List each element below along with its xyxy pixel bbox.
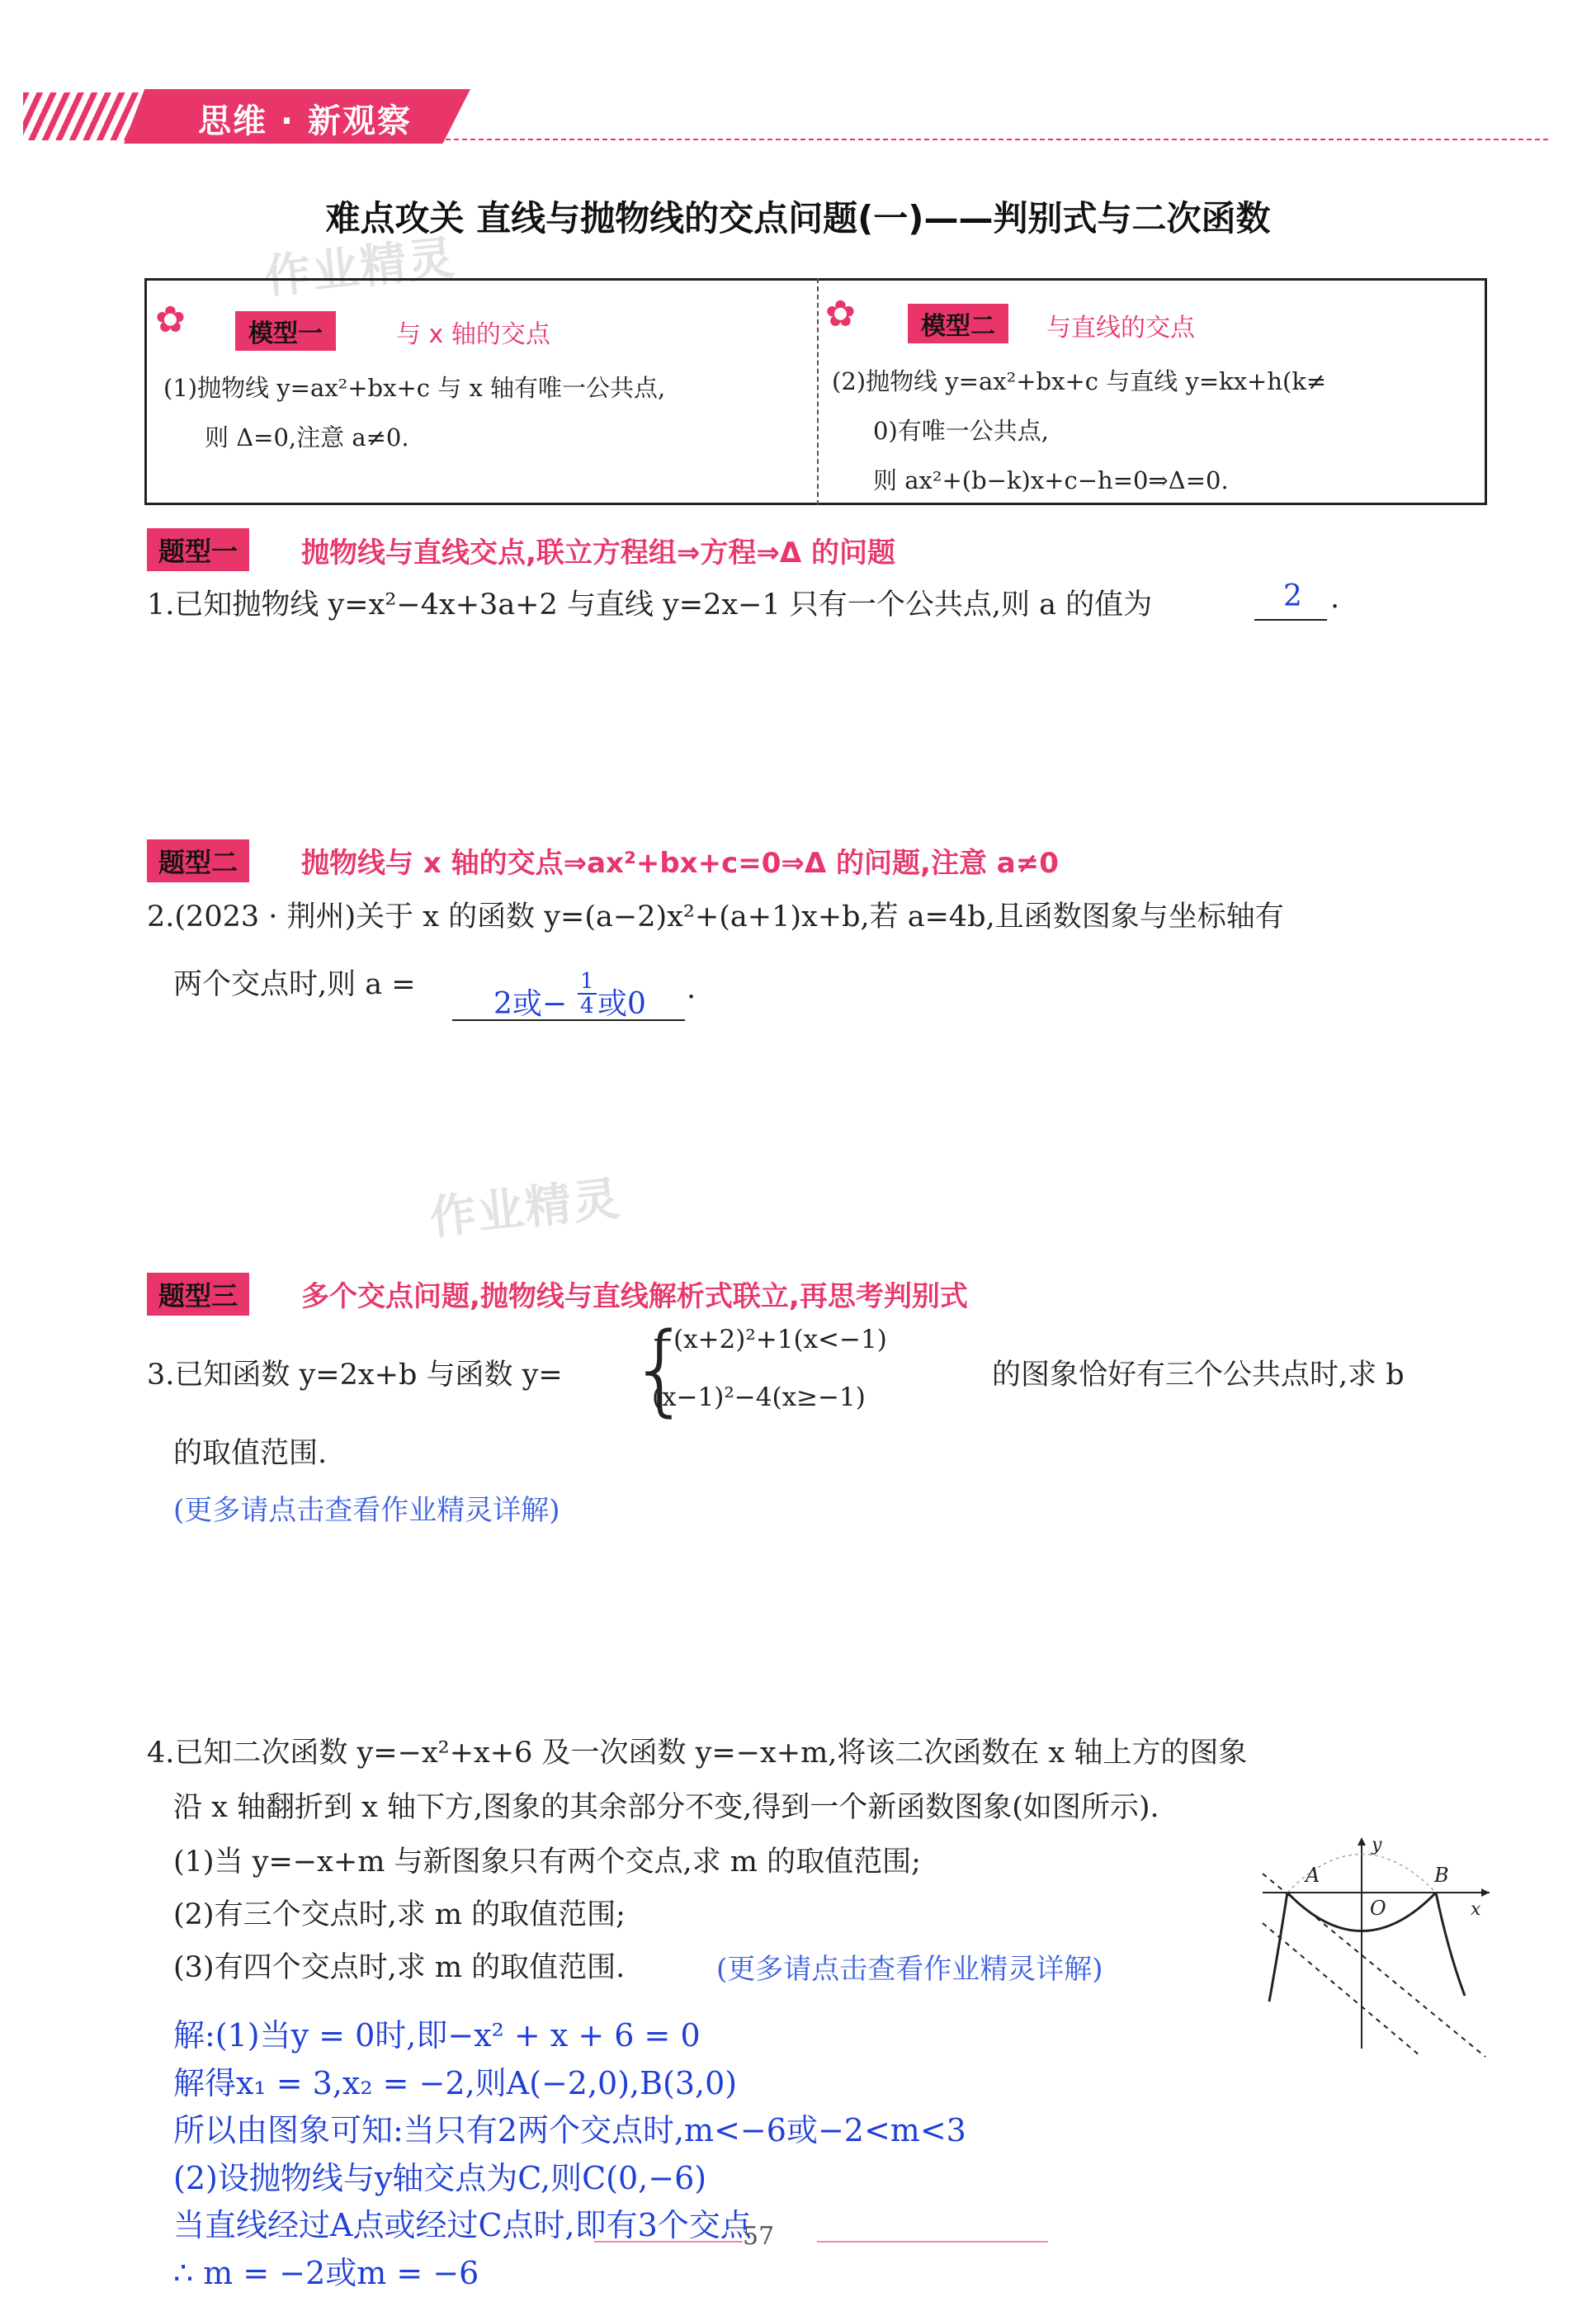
label-O: O — [1370, 1897, 1386, 1920]
dashed-line-2 — [1263, 1923, 1419, 2055]
fraction-numerator: 1 — [578, 970, 597, 995]
flower-icon: ✿ — [155, 299, 186, 341]
answer-1: 2 — [1283, 579, 1302, 613]
section-title: 抛物线与 x 轴的交点⇒ax²+bx+c=0⇒Δ 的问题,注意 a≠0 — [301, 847, 1059, 880]
question-4-part2: (2)有三个交点时,求 m 的取值范围; — [173, 1898, 626, 1931]
solution-line: ∴ m = −2或m = −6 — [173, 2255, 479, 2291]
question-2-line2: 两个交点时,则 a = — [173, 968, 416, 1001]
page-number: 57 — [743, 2222, 775, 2251]
question-2-line1: 2.(2023 · 荆州)关于 x 的函数 y=(a−2)x²+(a+1)x+b,若 a=4b,且函数图象与坐标轴有 — [147, 900, 1284, 933]
solution-line: (2)设抛物线与y轴交点为C,则C(0,−6) — [173, 2160, 707, 2196]
solution-line: 当直线经过A点或经过C点时,即有3个交点 — [173, 2207, 752, 2243]
header-banner-text: 思维 · 新观察 — [198, 102, 413, 140]
section-title: 多个交点问题,抛物线与直线解析式联立,再思考判别式 — [301, 1280, 968, 1313]
question-3-line2: 的取值范围. — [173, 1437, 328, 1470]
x-axis-arrow — [1481, 1888, 1490, 1897]
question-4-part1: (1)当 y=−x+m 与新图象只有两个交点,求 m 的取值范围; — [173, 1846, 921, 1879]
model-divider — [817, 278, 819, 505]
model-text: 则 ax²+(b−k)x+c−h=0⇒Δ=0. — [873, 466, 1229, 494]
model-text: (1)抛物线 y=ax²+bx+c 与 x 轴有唯一公共点, — [163, 374, 666, 402]
question-3-prefix: 3.已知函数 y=2x+b 与函数 y= — [147, 1359, 563, 1392]
solution-line: 解:(1)当y = 0时,即−x² + x + 6 = 0 — [173, 2017, 701, 2054]
detail-link[interactable]: (更多请点击查看作业精灵详解) — [716, 1953, 1103, 1986]
watermark: 作业精灵 — [262, 231, 459, 305]
section-tag: 题型二 — [147, 839, 249, 882]
question-2-end: . — [687, 972, 696, 1005]
flower-icon: ✿ — [825, 293, 856, 335]
function-graph — [1254, 1832, 1502, 2059]
model-title: 与 x 轴的交点 — [396, 320, 550, 349]
answer-2-fraction — [578, 970, 597, 1018]
question-1-end: . — [1330, 582, 1340, 615]
model-text: (2)抛物线 y=ax²+bx+c 与直线 y=kx+h(k≠ — [832, 367, 1327, 395]
model-tag: 模型二 — [908, 304, 1008, 343]
footer-line — [594, 2241, 743, 2243]
question-1: 1.已知抛物线 y=x²−4x+3a+2 与直线 y=2x−1 只有一个公共点,则 a 的值为 — [147, 588, 1153, 622]
watermark: 作业精灵 — [427, 1172, 624, 1245]
answer-2a: 2或− — [493, 987, 568, 1021]
answer-2b: 或0 — [597, 987, 646, 1021]
brace: { — [629, 1312, 692, 1427]
question-3-suffix: 的图象恰好有三个公共点时,求 b — [992, 1359, 1405, 1392]
question-4-part3: (3)有四个交点时,求 m 的取值范围. — [173, 1951, 626, 1984]
question-4-line1: 4.已知二次函数 y=−x²+x+6 及一次函数 y=−x+m,将该二次函数在 x 轴上方的图象 — [147, 1737, 1248, 1770]
footer-line — [817, 2241, 1048, 2243]
label-y: y — [1372, 1835, 1382, 1855]
question-4-line2: 沿 x 轴翻折到 x 轴下方,图象的其余部分不变,得到一个新函数图象(如图所示). — [173, 1791, 1159, 1824]
piecewise-case-1: −(x+2)²+1(x<−1) — [652, 1325, 887, 1354]
model-tag: 模型一 — [235, 311, 336, 351]
model-text: 0)有唯一公共点, — [873, 417, 1049, 445]
right-branch — [1436, 1893, 1465, 1996]
piecewise-case-2: (x−1)²−4(x≥−1) — [652, 1383, 866, 1412]
header-divider — [429, 139, 1548, 140]
label-x: x — [1471, 1899, 1481, 1920]
section-title: 抛物线与直线交点,联立方程组⇒方程⇒Δ 的问题 — [301, 536, 896, 570]
answer-blank — [452, 970, 685, 1021]
label-A: A — [1306, 1864, 1320, 1887]
section-tag: 题型三 — [147, 1273, 249, 1316]
section-tag: 题型一 — [147, 528, 249, 571]
left-branch — [1269, 1893, 1287, 2002]
label-B: B — [1434, 1864, 1449, 1887]
model-title: 与直线的交点 — [1046, 314, 1195, 343]
solution-line: 解得x₁ = 3,x₂ = −2,则A(−2,0),B(3,0) — [173, 2065, 738, 2101]
fraction-denominator: 4 — [580, 994, 594, 1019]
page-title: 难点攻关 直线与抛物线的交点问题(一)——判别式与二次函数 — [325, 198, 1271, 239]
y-axis-arrow — [1358, 1837, 1366, 1846]
detail-link[interactable]: (更多请点击查看作业精灵详解) — [173, 1494, 560, 1527]
model-text: 则 Δ=0,注意 a≠0. — [205, 423, 409, 451]
solution-line: 所以由图象可知:当只有2两个交点时,m<−6或−2<m<3 — [173, 2112, 966, 2148]
